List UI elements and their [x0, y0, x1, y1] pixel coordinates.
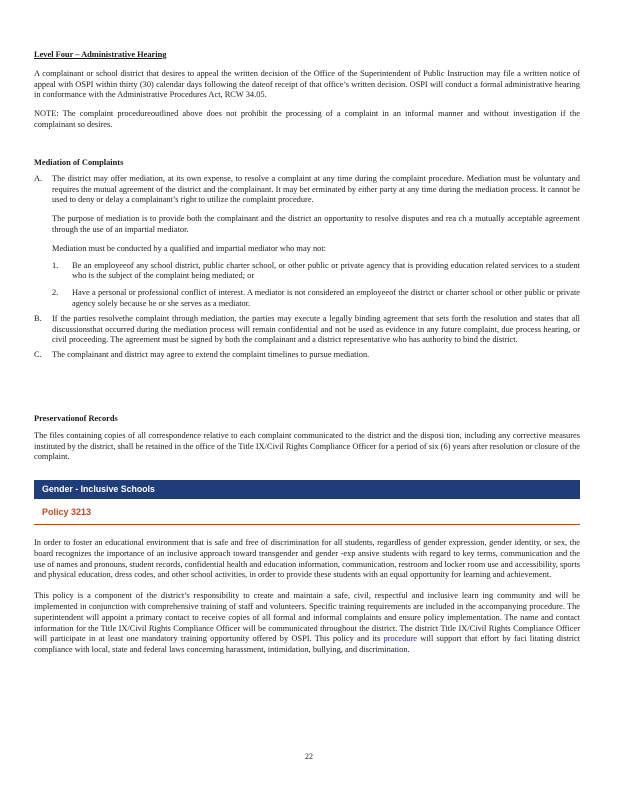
mediation-item-b [34, 314, 580, 346]
item-a-text: The district may offer mediation, at its own expense, to resolve a complaint at any time during the complaint procedure. Mediation must be voluntary and requires the mutual agreement of the district and the complainant. It may bet erminated by either party at any time during the mediation process. It cannot be used to deny or delay a complainant’s right to utilize the complaint procedure. [52, 173, 580, 205]
preservation-heading: Preservationof Records [34, 414, 118, 423]
policy-body [34, 538, 580, 656]
level-four-paragraph: A complainant or school district that desires to appeal the written decision of the Office of the Superintendent of Public Instruction may file a written notice of appeal with OSPI within thirty (30) calendar days following the dateof receipt of that office’s written decision. OSPI will conduct a formal administrative hearing in conformance with the Administrative Procedures Act, RCW 34.05. [34, 68, 580, 100]
mediation-heading: Mediation of Complaints [34, 158, 124, 167]
condition-2-text: Have a personal or professional conflict of interest. A mediator is not considered an employeeof the district or charter school or other public or private agency solely because he or she serves as a mediator. [72, 288, 580, 308]
preservation-section [34, 414, 580, 463]
policy-divider [34, 524, 580, 525]
level-four-heading: Level Four – Administrative Hearing [34, 50, 167, 59]
item-marker: A. [34, 173, 43, 183]
level-four-section [34, 50, 580, 131]
condition-1-text: Be an employeeof any school district, public charter school, or other public or private agency that is providing education related services to a student who is the subject of the complaint being mediated; or [72, 260, 580, 281]
procedure-link[interactable]: procedure [383, 634, 417, 644]
mediation-item-a [34, 174, 580, 255]
mediation-section [34, 158, 580, 361]
mediator-condition-2 [34, 288, 580, 310]
policy-paragraph-1: In order to foster an educational environment that is safe and free of discrimination for all students, regardless of gender expression, gender identity, or sex, the board recognizes the importance of an inclusive approach toward transgender and gender -exp ansive students with regard to key terms, communication and the use of names and pronouns, student records, confidential health and education information, communication, restroom and locker room use and accessibility, sports and physical education, dress codes, and other school activities, in order to provide these students with an equal opportunity for learning and achievement. [34, 538, 580, 580]
note-paragraph: NOTE: The complaint procedureoutlined above does not prohibit the processing of a complaint in an informal manner and without investigation if the complainant so desires. [34, 109, 580, 129]
item-c-text: The complainant and district may agree to extend the complaint timelines to pursue mediation. [52, 350, 370, 360]
preservation-paragraph: The files containing copies of all correspondence relative to each complaint communicated to the district and the disposi tion, including any corrective measures instituted by the district, shall be retained in the office of the Title IX/Civil Rights Compliance Officer for a period of six (6) years after resolution or closure of the complaint. [34, 430, 580, 462]
item-a-conducted: Mediation must be conducted by a qualified and impartial mediator who may not: [52, 243, 326, 253]
mediator-condition-1 [34, 261, 580, 283]
policy-paragraph-2-start: This policy is a component of the district’s responsibility to create and maintain a safe, civil, respectful and inclusive learn ing community and will be implemented in conjunction with comprehensive training of staff and volunteers. Specific training requirements are included in the accompanying procedure. The superintendent will appoint a primary contact to receive copies of all formal and informal complaints and ensure policy implementation. The name and contact information for the Title IX/Civil Rights Compliance Officer will be communicated throughout the district. The district Title IX/Civil Rights Compliance Officer will participate in at least one mandatory training opportunity offered by OSPI. This policy and its [34, 591, 580, 644]
item-marker: C. [34, 350, 42, 360]
mediation-item-c [34, 350, 580, 361]
item-marker: 2. [52, 288, 59, 298]
item-marker: B. [34, 313, 42, 323]
policy-paragraph-2-end: will support that effort by faci litating district compliance with local, state and federal laws concerning harassment, intimidation, bullying, and discrimination. [34, 634, 581, 655]
policy-paragraph-2 [34, 591, 580, 656]
item-marker: 1. [52, 260, 59, 270]
page-number: 22 [305, 752, 313, 761]
section-band: Gender - Inclusive Schools [34, 480, 580, 499]
item-b-text: If the parties resolvethe complaint through mediation, the parties may execute a legally binding agreement that sets forth the resolution and states that all discussionsthat occurred during the mediation process will remain confidential and not be used as evidence in any future complaint, due process hearing, or civil proceeding. The agreement must be signed by both the complainant and a district representative who has authority to bind the district. [52, 313, 580, 345]
policy-label: Policy 3213 [42, 507, 92, 517]
item-a-purpose: The purpose of mediation is to provide both the complainant and the district an opportunity to resolve disputes and rea ch a mutually acceptable agreement through the use of an impartial mediator. [52, 214, 580, 234]
